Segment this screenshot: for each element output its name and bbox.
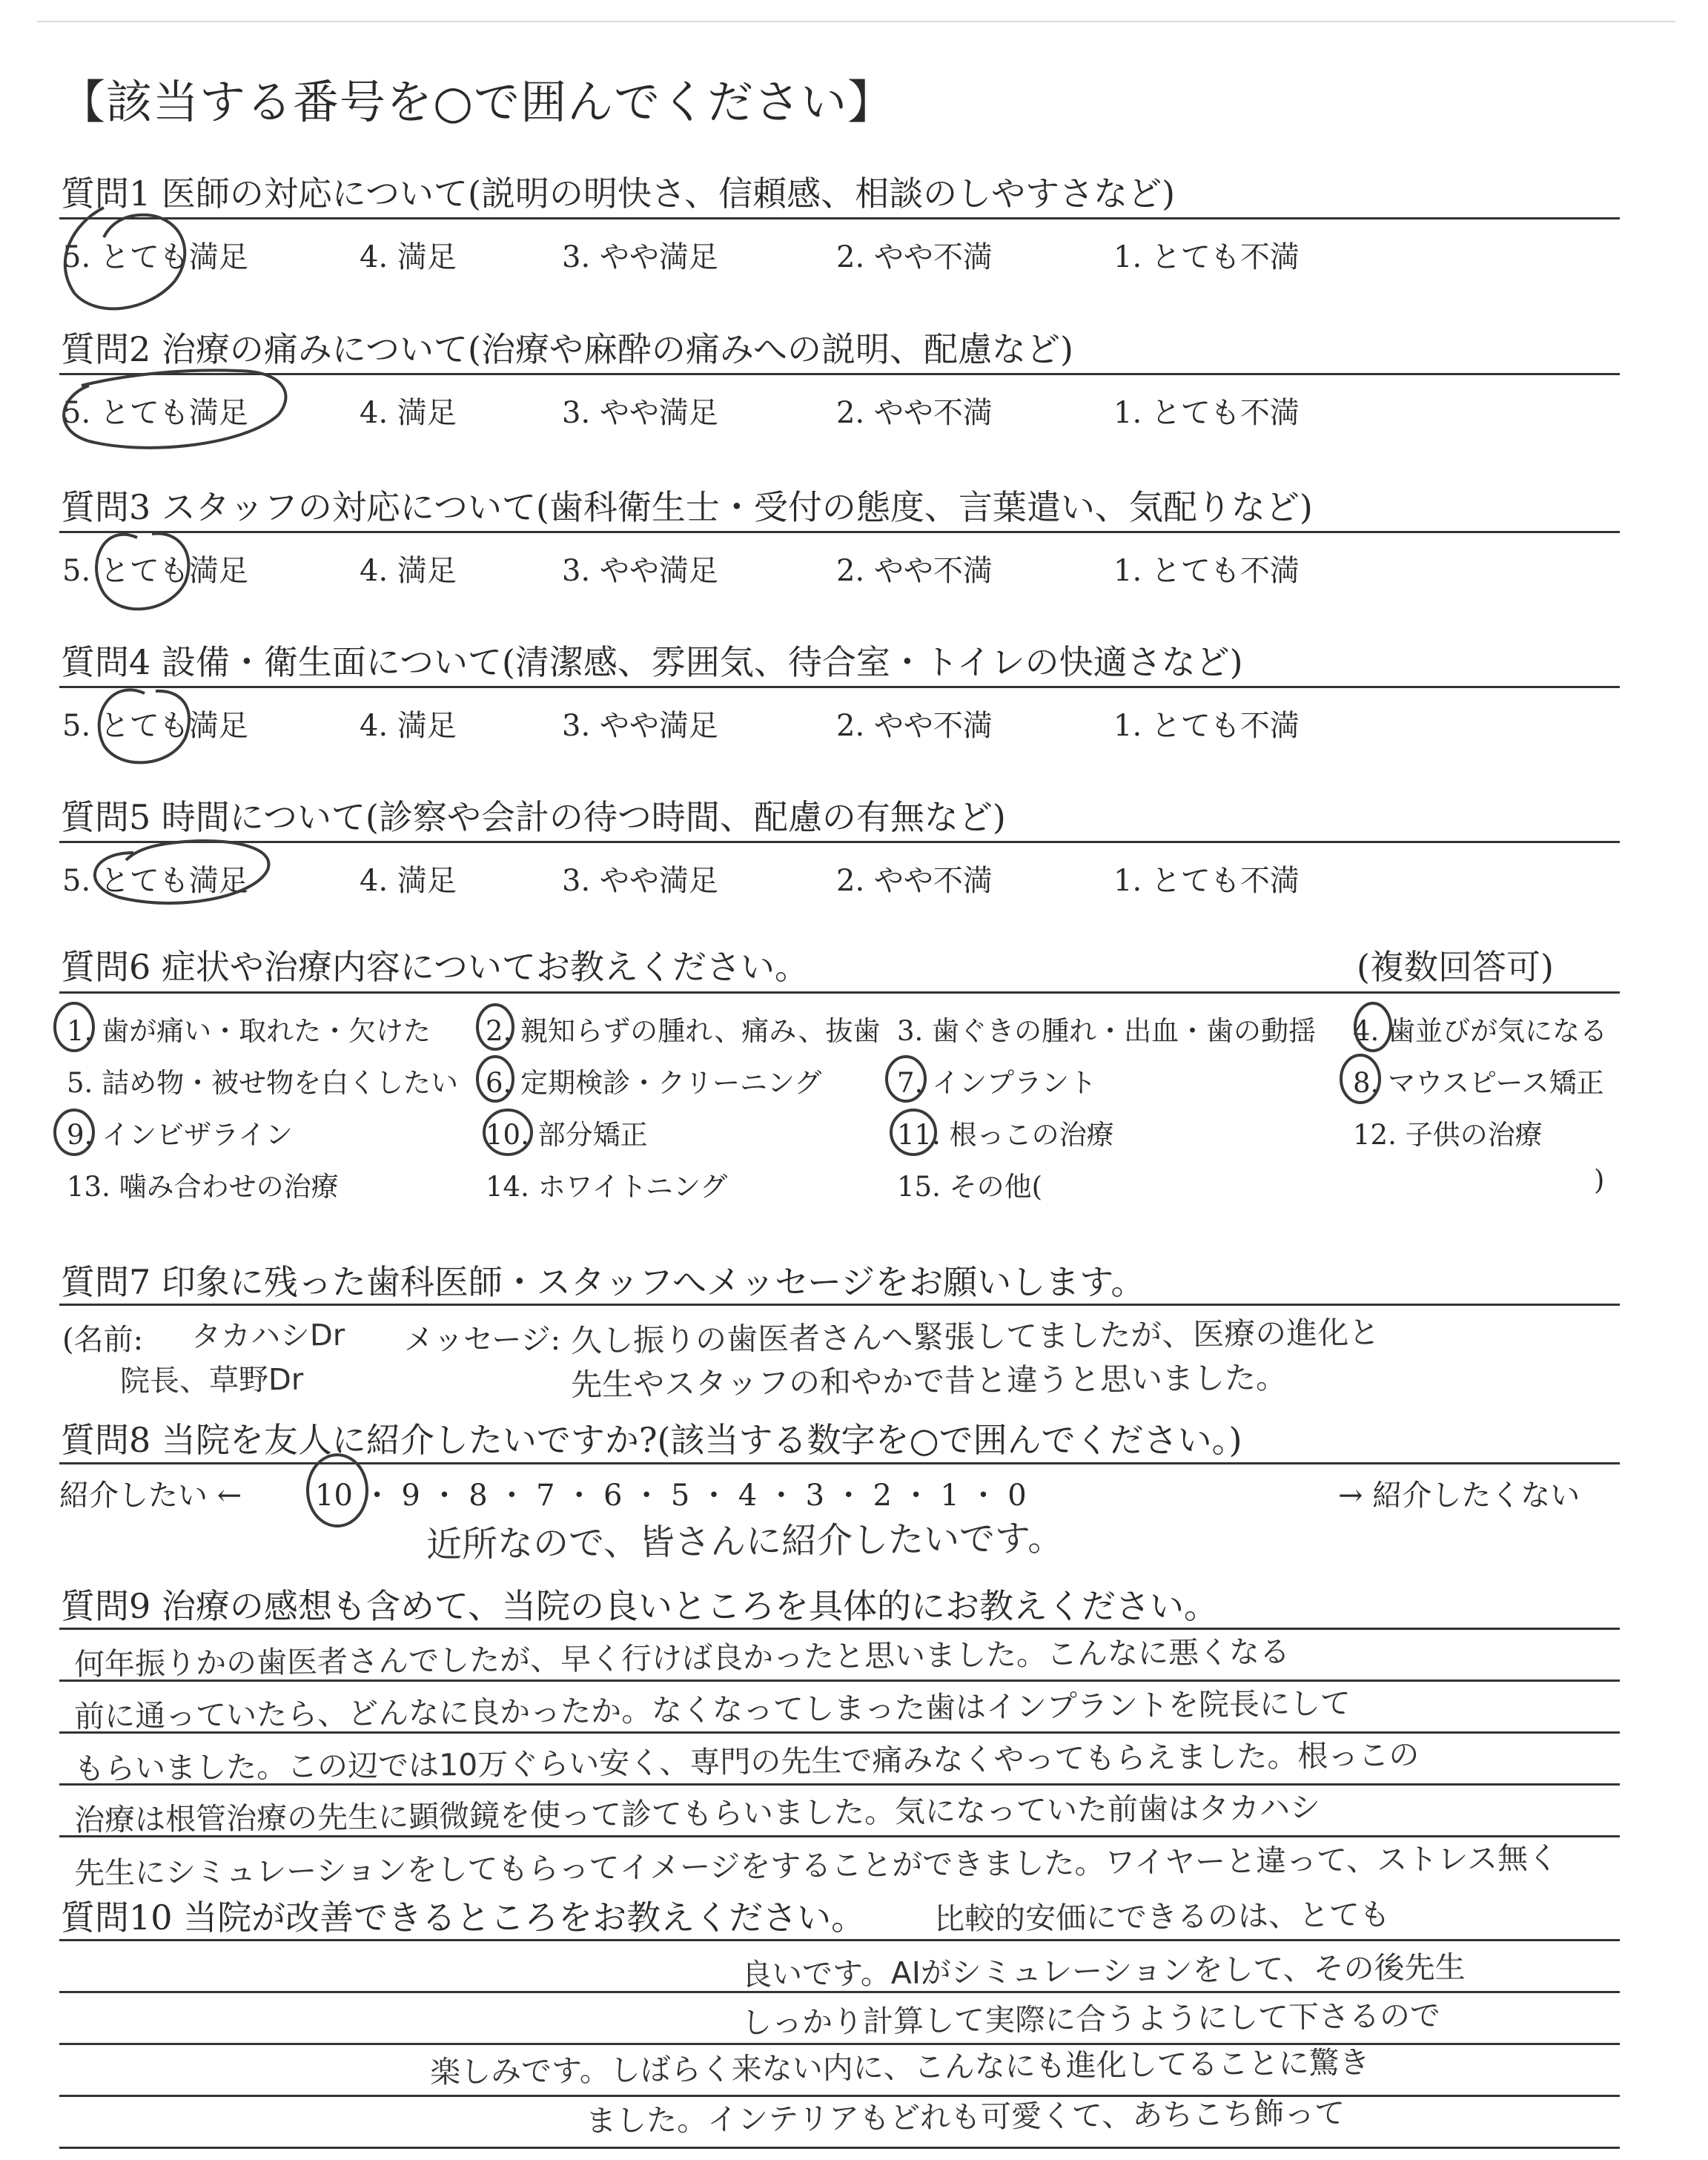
q6-option-1[interactable]: 1. 歯が痛い・取れた・欠けた: [67, 1015, 431, 1047]
q3-answer-circle: [96, 533, 188, 609]
q6-option-4[interactable]: 4. 歯並びが気になる: [1353, 1015, 1608, 1047]
q3-option-1[interactable]: 1. とても不満: [1113, 554, 1300, 588]
q5-option-1[interactable]: 1. とても不満: [1113, 864, 1300, 898]
q10-hand-line: 楽しみです。しばらく来ない内に、こんなにも進化してることに驚き: [429, 2044, 1370, 2090]
q10-title: 質問10 当院が改善できるところをお教えください。: [61, 1898, 866, 1938]
q2-option-4[interactable]: 4. 満足: [360, 396, 457, 430]
q4-option-3[interactable]: 3. やや満足: [562, 709, 718, 743]
q6-circle-6: [477, 1057, 513, 1101]
q7-message-hand-2: 先生やスタッフの和やかで昔と違うと思いました。: [570, 1358, 1288, 1404]
q6-circle-7: [887, 1057, 925, 1101]
q6-option-8[interactable]: 8. マウスピース矯正: [1353, 1067, 1604, 1099]
q2-option-3[interactable]: 3. やや満足: [562, 396, 718, 430]
q2-answer-circle: [64, 370, 285, 447]
q3-option-3[interactable]: 3. やや満足: [562, 554, 718, 588]
q6-circle-9: [55, 1110, 93, 1155]
q10-hand-line: 良いです。AIがシミュレーションをして、その後先生: [741, 1949, 1466, 1993]
q6-circle-11: [891, 1110, 936, 1155]
q4-option-2[interactable]: 2. やや不満: [836, 709, 993, 743]
q3-title: 質問3 スタッフの対応について(歯科衛生士・受付の態度、言葉遣い、気配りなど): [61, 487, 1313, 527]
q9-hand-line: 何年振りかの歯医者さんでしたが、早く行けば良かったと思いました。こんなに悪くなる: [73, 1634, 1291, 1682]
q6-option-10[interactable]: 10. 部分矯正: [486, 1119, 648, 1151]
q8-scale: 10 ・ 9 ・ 8 ・ 7 ・ 6 ・ 5 ・ 4 ・ 3 ・ 2 ・ 1 ・ 0: [315, 1479, 1027, 1513]
q6-option-7[interactable]: 7. インプラント: [897, 1067, 1097, 1099]
q5-option-3[interactable]: 3. やや満足: [562, 864, 718, 898]
q1-option-1[interactable]: 1. とても不満: [1113, 240, 1300, 274]
q9-hand-line: 前に通っていたら、どんなに良かったか。なくなってしまった歯はインプラントを院長にして: [73, 1685, 1351, 1735]
q2-option-5[interactable]: 5. とても満足: [62, 396, 248, 430]
q7-name-hand-1: タカハシDr: [191, 1318, 345, 1355]
q6-option-16[interactable]: ): [1594, 1164, 1605, 1196]
q10-hand-line: ました。インテリアもどれも可愛くて、あちこち飾って: [585, 2095, 1345, 2139]
q6-circle-8: [1341, 1055, 1380, 1103]
q1-option-4[interactable]: 4. 満足: [360, 240, 457, 274]
q4-answer-circle: [99, 690, 189, 762]
q6-option-5[interactable]: 5. 詰め物・被せ物を白くしたい: [67, 1067, 459, 1099]
q8-hand: 近所なので、皆さんに紹介したいです。: [426, 1517, 1064, 1566]
q6-option-12[interactable]: 12. 子供の治療: [1353, 1119, 1543, 1151]
q6-option-3[interactable]: 3. 歯ぐきの腫れ・出血・歯の動揺: [897, 1015, 1317, 1047]
q6-option-2[interactable]: 2. 親知らずの腫れ、痛み、抜歯: [486, 1015, 881, 1047]
q10-hand-line: しっかり計算して実際に合うようにして下さるので: [741, 1998, 1441, 2041]
q8-circle-10: [308, 1455, 367, 1526]
q7-name-label: (名前:: [62, 1323, 144, 1357]
q1-option-3[interactable]: 3. やや満足: [562, 240, 718, 274]
q5-title: 質問5 時間について(診察や会計の待つ時間、配慮の有無など): [61, 797, 1006, 837]
q6-option-14[interactable]: 14. ホワイトニング: [486, 1171, 728, 1203]
q2-option-1[interactable]: 1. とても不満: [1113, 396, 1300, 430]
q5-option-4[interactable]: 4. 満足: [360, 864, 457, 898]
q1-title: 質問1 医師の対応について(説明の明快さ、信頼感、相談のしやすさなど): [61, 174, 1176, 214]
q6-option-9[interactable]: 9. インビザライン: [67, 1119, 293, 1151]
q2-option-2[interactable]: 2. やや不満: [836, 396, 993, 430]
q2-title: 質問2 治療の痛みについて(治療や麻酔の痛みへの説明、配慮など): [61, 329, 1073, 369]
q4-option-4[interactable]: 4. 満足: [360, 709, 457, 743]
q6-circle-2: [477, 1005, 513, 1049]
q8-title: 質問8 当院を友人に紹介したいですか?(該当する数字を○で囲んでください。): [61, 1420, 1242, 1460]
q4-option-1[interactable]: 1. とても不満: [1113, 709, 1300, 743]
q7-message-hand-1: 久し振りの歯医者さんへ緊張してましたが、医療の進化と: [570, 1314, 1380, 1359]
q5-answer-circle: [95, 841, 268, 903]
q7-name-hand-2: 院長、草野Dr: [119, 1362, 304, 1399]
q1-option-5[interactable]: 5. とても満足: [62, 240, 248, 274]
q6-title: 質問6 症状や治療内容についてお教えください。: [61, 947, 809, 987]
q9-hand-line: 先生にシミュレーションをしてもらってイメージをすることができました。ワイヤーと違って、ストレス無く: [73, 1840, 1559, 1892]
q4-title: 質問4 設備・衛生面について(清潔感、雰囲気、待合室・トイレの快適さなど): [61, 642, 1243, 682]
q6-option-6[interactable]: 6. 定期検診・クリーニング: [486, 1067, 822, 1099]
q6-note: (複数回答可): [1357, 947, 1554, 987]
q9-title: 質問9 治療の感想も含めて、当院の良いところを具体的にお教えください。: [61, 1586, 1218, 1626]
q5-option-2[interactable]: 2. やや不満: [836, 864, 993, 898]
form-header: 【該当する番号を○で囲んでください】: [59, 75, 895, 129]
q1-answer-circle: [65, 208, 185, 308]
q10-hand-line: 比較的安価にできるのは、とても: [933, 1896, 1391, 1938]
q5-option-5[interactable]: 5. とても満足: [62, 864, 248, 898]
q6-option-11[interactable]: 11. 根っこの治療: [897, 1119, 1114, 1151]
q6-option-13[interactable]: 13. 噛み合わせの治療: [67, 1171, 339, 1203]
q4-option-5[interactable]: 5. とても満足: [62, 709, 248, 743]
q6-circle-4: [1355, 1003, 1391, 1051]
q3-option-2[interactable]: 2. やや不満: [836, 554, 993, 588]
q7-message-label: メッセージ:: [404, 1323, 561, 1357]
q9-hand-line: 治療は根管治療の先生に顕微鏡を使って診てもらいました。気になっていた前歯はタカハシ: [73, 1789, 1321, 1838]
q7-title: 質問7 印象に残った歯科医師・スタッフへメッセージをお願いします。: [61, 1262, 1145, 1302]
q6-circle-1: [55, 1003, 93, 1051]
q3-option-5[interactable]: 5. とても満足: [62, 554, 248, 588]
q3-option-4[interactable]: 4. 満足: [360, 554, 457, 588]
q9-hand-line: もらいました。この辺では10万ぐらい安く、専門の先生で痛みなくやってもらえました。根っこの: [73, 1737, 1420, 1787]
q8-left-label: 紹介したい ←: [59, 1479, 242, 1513]
q1-option-2[interactable]: 2. やや不満: [836, 240, 993, 274]
q6-circle-10: [484, 1110, 532, 1155]
q6-option-15[interactable]: 15. その他(: [897, 1171, 1043, 1203]
q8-right-label: → 紹介したくない: [1338, 1479, 1580, 1513]
